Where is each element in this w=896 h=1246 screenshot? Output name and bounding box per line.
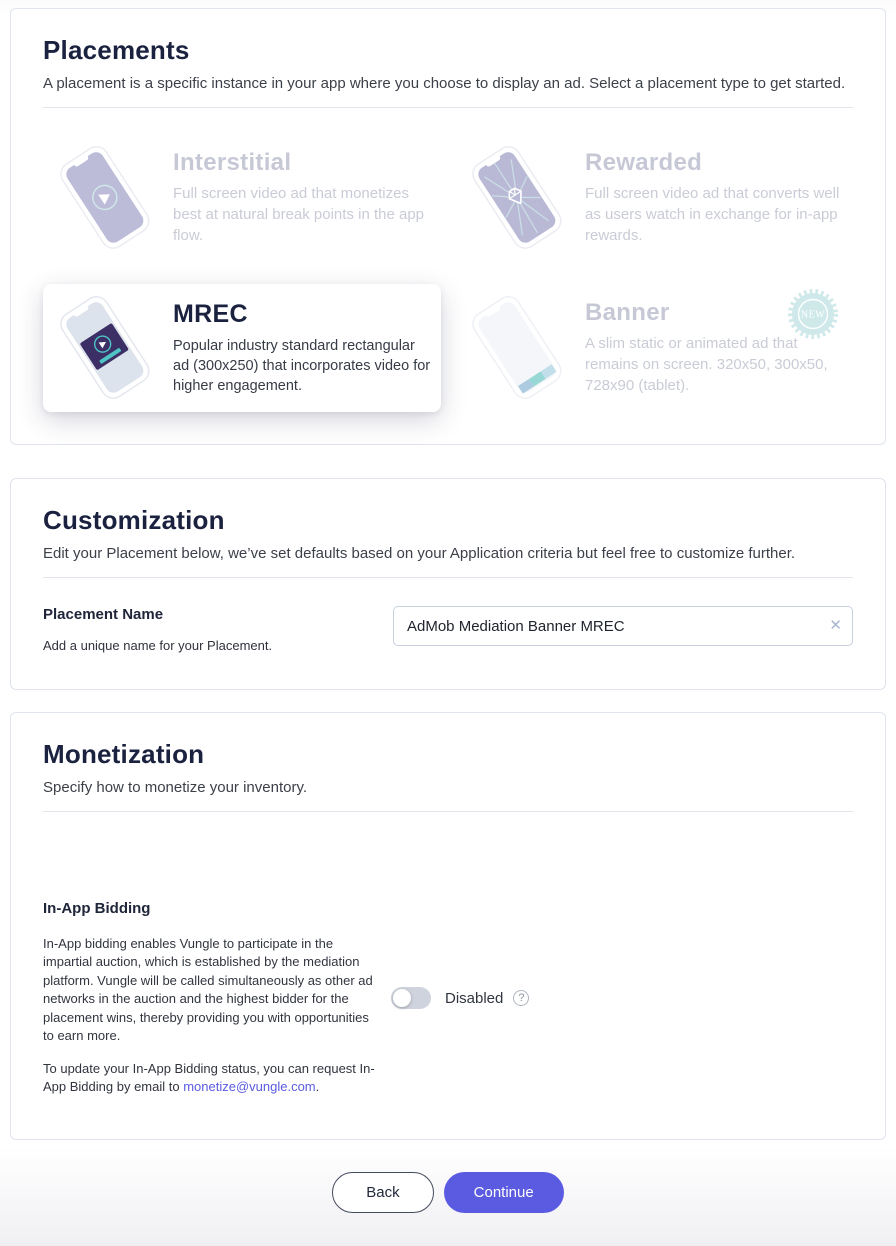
placement-type-name: Rewarded (585, 149, 703, 177)
customization-section (10, 478, 886, 690)
placement-name-helper: Add a unique name for your Placement. (43, 638, 273, 653)
placement-type-name: Interstitial (173, 149, 292, 177)
placement-type-interstitial[interactable] (43, 134, 441, 262)
in-app-bidding-row (43, 900, 853, 1097)
placement-type-grid (43, 134, 853, 412)
contact-text-suffix: . (315, 1079, 320, 1095)
contact-text-prefix: To update your In-App Bidding status, you can request In-App Bidding by email to (43, 1060, 375, 1095)
placement-type-description: Popular industry standard rectangular ad (300x250) that incorporates video for higher engagement. (173, 338, 431, 394)
rewarded-phone-icon (457, 141, 575, 255)
monetization-title: Monetization (43, 739, 205, 769)
divider (43, 577, 853, 578)
placements-subtitle: A placement is a specific instance in your app where you choose to display an ad. Select a placement type to get started. (43, 75, 846, 92)
placement-name-input[interactable] (393, 606, 853, 646)
divider (43, 811, 853, 812)
interstitial-phone-icon (45, 141, 163, 255)
monetization-section (10, 712, 886, 1140)
clear-input-icon[interactable]: ✕ (829, 617, 842, 634)
footer-actions (0, 1172, 896, 1229)
placement-type-rewarded[interactable] (455, 134, 853, 262)
mrec-phone-icon (45, 291, 163, 405)
back-button[interactable]: Back (332, 1172, 433, 1213)
placement-type-description: Full screen video ad that monetizes best at natural break points in the app flow. (173, 185, 425, 244)
in-app-bidding-description: In-App bidding enables Vungle to participate in the impartial auction, which is established by the mediation platform. Vungle will be called simultaneously as other ad networks in the auction and the highest bidder for the placement wins, thereby providing you with opportunities to earn more. (43, 936, 373, 1044)
continue-button[interactable]: Continue (444, 1172, 564, 1213)
in-app-bidding-contact (43, 1060, 381, 1097)
placement-name-row (43, 606, 853, 653)
placement-type-description: A slim static or animated ad that remains on screen. 320x50, 300x50, 728x90 (tablet). (585, 335, 828, 394)
placement-type-banner[interactable] (455, 284, 853, 412)
svg-text:NEW: NEW (800, 309, 826, 321)
placement-type-description: Full screen video ad that converts well as users watch in exchange for in-app rewards. (585, 185, 840, 244)
in-app-bidding-status: Disabled (445, 989, 504, 1007)
placements-title: Placements (43, 35, 190, 65)
monetize-email-link[interactable]: monetize@vungle.com (183, 1079, 316, 1095)
customization-title: Customization (43, 505, 225, 535)
placement-name-label: Placement Name (43, 606, 164, 623)
banner-phone-icon (457, 291, 575, 405)
divider (43, 107, 853, 108)
placements-section (10, 8, 886, 445)
help-icon[interactable]: ? (513, 990, 529, 1006)
placement-type-mrec[interactable] (43, 284, 441, 412)
customization-subtitle: Edit your Placement below, we’ve set defaults based on your Application criteria but feel free to customize further. (43, 545, 796, 562)
monetization-subtitle: Specify how to monetize your inventory. (43, 779, 308, 796)
in-app-bidding-label: In-App Bidding (43, 900, 151, 917)
placement-type-name: Banner (585, 299, 670, 327)
new-badge-icon (787, 288, 839, 340)
in-app-bidding-toggle[interactable] (391, 987, 431, 1009)
toggle-knob (393, 989, 411, 1007)
placement-type-name: MREC (173, 300, 248, 328)
